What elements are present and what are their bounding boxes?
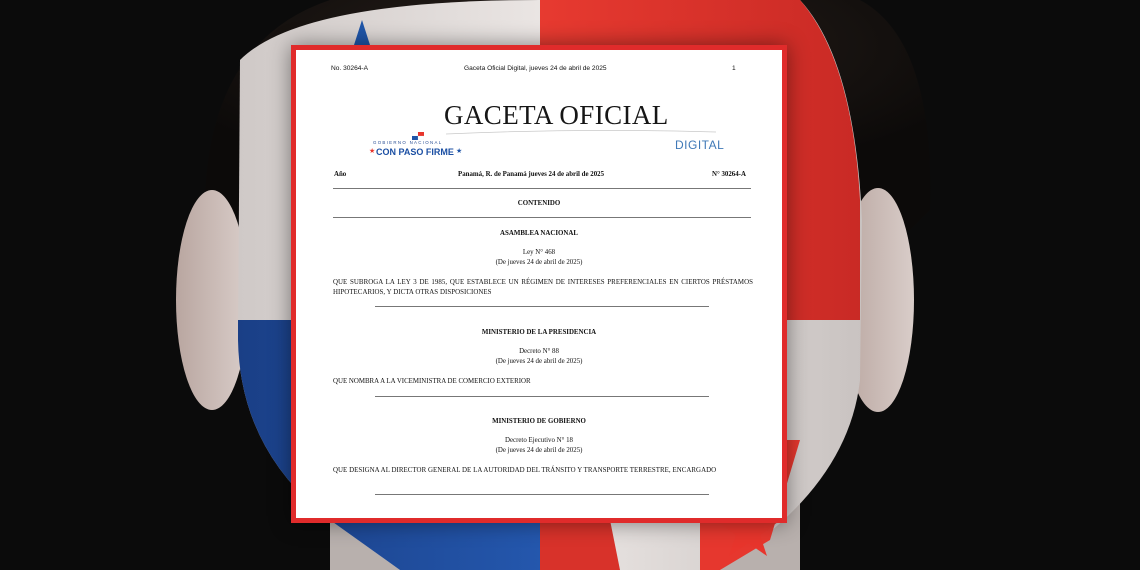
section-summary: QUE DESIGNA AL DIRECTOR GENERAL DE LA AUTORIDAD DEL TRÁNSITO Y TRANSPORTE TERRESTRE, ENCARGADO <box>333 467 717 474</box>
gazette-document-frame <box>291 45 787 523</box>
dateline-year-label: Año <box>334 171 347 178</box>
star-right-icon: ★ <box>456 148 463 155</box>
gazette-document <box>296 50 782 518</box>
government-motto: CON PASO FIRME <box>376 147 454 157</box>
section-doc-type: Decreto Ejecutivo N° 18 <box>504 437 573 444</box>
masthead-title: GACETA OFICIAL <box>444 100 669 130</box>
section-ministry: MINISTERIO DE LA PRESIDENCIA <box>481 329 597 336</box>
dateline-rule <box>333 188 751 189</box>
section-summary: QUE NOMBRA A LA VICEMINISTRA DE COMERCIO EXTERIOR <box>333 378 531 385</box>
masthead-digital: DIGITAL <box>675 138 725 152</box>
star-left-icon: ★ <box>369 148 376 155</box>
section-ministry: ASAMBLEA NACIONAL <box>500 230 578 237</box>
header-title: Gaceta Oficial Digital, jueves 24 de abril de 2025 <box>464 65 607 72</box>
dateline-place-date: Panamá, R. de Panamá jueves 24 de abril de 2025 <box>458 171 605 178</box>
section-doc-type: Ley N° 468 <box>522 249 556 256</box>
masthead-swoosh <box>446 129 716 135</box>
section-doc-date: (De jueves 24 de abril de 2025) <box>495 447 583 454</box>
section-doc-date: (De jueves 24 de abril de 2025) <box>495 259 583 266</box>
contents-rule <box>333 217 751 218</box>
government-label: GOBIERNO NACIONAL <box>373 140 443 145</box>
dateline-number: N° 30264-A <box>712 171 746 178</box>
section-rule <box>375 494 709 495</box>
section-doc-type: Decreto N° 88 <box>519 348 559 355</box>
panama-flag-icon <box>412 132 424 140</box>
section-doc-date: (De jueves 24 de abril de 2025) <box>495 358 583 365</box>
section-ministry: MINISTERIO DE GOBIERNO <box>492 418 586 425</box>
page-number: 1 <box>732 65 736 72</box>
section-rule <box>375 396 709 397</box>
contents-heading: CONTENIDO <box>517 200 561 207</box>
issue-number: No. 30264-A <box>331 65 369 72</box>
section-rule <box>375 306 709 307</box>
section-summary: QUE SUBROGA LA LEY 3 DE 1985, QUE ESTABLECE UN RÉGIMEN DE INTERESES PREFERENCIALES EN CIERTOS PRÉSTAMOS HIPOTECARIOS, Y DICTA OTRAS DISPOSICIONES <box>333 279 753 296</box>
